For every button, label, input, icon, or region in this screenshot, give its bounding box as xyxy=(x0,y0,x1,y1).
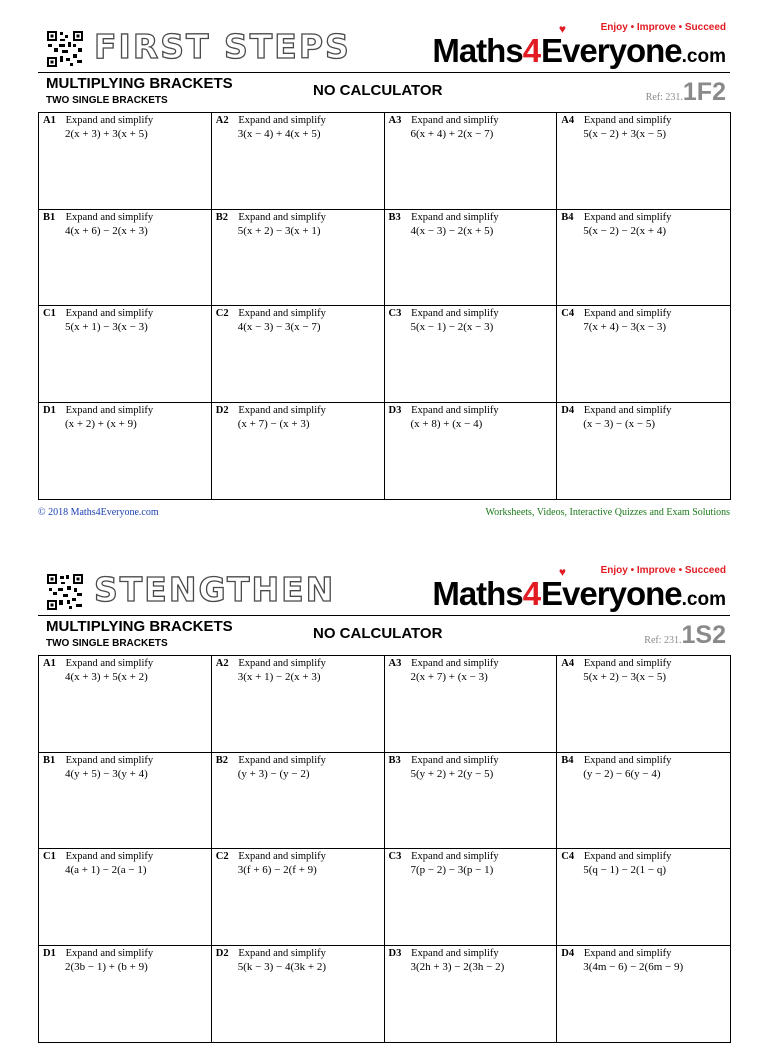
heart-icon: ♥ xyxy=(558,565,566,579)
question-instruction: Expand and simplify xyxy=(411,115,499,126)
question-label: D3 xyxy=(388,947,402,959)
question-cell xyxy=(212,849,385,946)
question-expression: 5(q − 1) − 2(1 − q) xyxy=(583,864,667,876)
question-label: D1 xyxy=(43,947,56,959)
question-instruction: Expand and simplify xyxy=(238,308,326,319)
question-label: A1 xyxy=(43,115,56,126)
copyright-link[interactable]: © 2018 Maths4Everyone.com xyxy=(38,507,159,518)
brand-logo[interactable] xyxy=(432,22,726,69)
level-title: STENGTHEN xyxy=(94,570,336,609)
question-cell xyxy=(39,656,212,753)
question-label: D3 xyxy=(388,404,402,416)
question-label: C2 xyxy=(215,851,229,862)
question-label: A2 xyxy=(215,658,229,669)
question-cell xyxy=(39,113,212,210)
ref-prefix: Ref: 231. xyxy=(644,635,682,646)
question-label: D4 xyxy=(561,404,575,416)
question-expression: 3(4m − 6) − 2(6m − 9) xyxy=(583,960,684,973)
question-cell xyxy=(557,113,730,210)
question-grid xyxy=(38,655,731,1043)
question-label: C3 xyxy=(388,308,402,319)
question-cell xyxy=(212,113,385,210)
question-cell xyxy=(39,849,212,946)
question-expression: 7(p − 2) − 3(p − 1) xyxy=(410,864,494,876)
question-expression: 3(x − 4) + 4(x + 5) xyxy=(237,128,321,140)
question-cell xyxy=(385,849,558,946)
question-instruction: Expand and simplify xyxy=(411,211,499,223)
question-instruction: Expand and simplify xyxy=(65,851,154,862)
question-expression: 5(x − 2) + 3(x − 5) xyxy=(583,128,667,140)
question-expression: (x − 3) − (x − 5) xyxy=(583,417,656,430)
question-expression: 7(x + 4) − 3(x − 3) xyxy=(583,321,667,333)
question-instruction: Expand and simplify xyxy=(65,754,154,766)
question-expression: (x + 7) − (x + 3) xyxy=(237,417,310,430)
question-instruction: Expand and simplify xyxy=(238,947,326,959)
question-cell xyxy=(212,946,385,1043)
question-instruction: Expand and simplify xyxy=(238,851,326,862)
level-title: FIRST STEPS xyxy=(94,27,351,66)
header-divider xyxy=(38,615,730,616)
question-expression: 3(x + 1) − 2(x + 3) xyxy=(237,671,321,683)
question-expression: 4(x + 3) + 5(x + 2) xyxy=(65,671,148,683)
question-expression: 5(x + 2) − 3(x + 1) xyxy=(237,224,321,237)
question-expression: 4(a + 1) − 2(a − 1) xyxy=(65,864,147,876)
question-expression: 2(x + 3) + 3(x + 5) xyxy=(65,128,148,140)
no-calculator-label: NO CALCULATOR xyxy=(313,82,443,99)
logo-four: 4 xyxy=(522,32,542,69)
question-instruction: Expand and simplify xyxy=(411,308,499,319)
question-expression: 3(2h + 3) − 2(3h − 2) xyxy=(410,960,505,973)
question-label: D2 xyxy=(215,947,229,959)
question-label: B1 xyxy=(43,211,56,223)
question-label: A3 xyxy=(388,658,402,669)
question-cell xyxy=(385,753,558,850)
brand-tagline: Enjoy • Improve • Succeed xyxy=(600,22,726,33)
question-label: A3 xyxy=(388,115,402,126)
question-expression: (y + 3) − (y − 2) xyxy=(237,767,310,780)
question-cell xyxy=(557,403,730,500)
question-cell xyxy=(39,306,212,403)
question-label: B3 xyxy=(388,211,401,223)
question-grid xyxy=(38,112,731,500)
question-cell xyxy=(39,210,212,307)
logo-text xyxy=(432,577,726,610)
question-expression: 5(x + 2) − 3(x − 5) xyxy=(583,671,667,683)
question-cell xyxy=(557,656,730,753)
question-cell xyxy=(557,753,730,850)
question-cell xyxy=(212,656,385,753)
topic-title: MULTIPLYING BRACKETS xyxy=(46,75,233,92)
logo-everyone: Everyone xyxy=(541,32,682,69)
question-instruction: Expand and simplify xyxy=(411,404,499,416)
ref-code: 1F2 xyxy=(682,78,726,106)
question-label: A4 xyxy=(561,115,575,126)
ref-prefix: Ref: 231. xyxy=(645,92,683,103)
question-expression: 5(k − 3) − 4(3k + 2) xyxy=(237,960,327,973)
question-cell xyxy=(385,113,558,210)
logo-text xyxy=(432,34,726,67)
question-cell xyxy=(39,946,212,1043)
question-cell xyxy=(557,849,730,946)
resources-link[interactable]: Worksheets, Videos, Interactive Quizzes and Exam Solutions xyxy=(485,507,730,518)
question-expression: 4(x + 6) − 2(x + 3) xyxy=(65,224,148,237)
qr-code-icon[interactable] xyxy=(46,573,84,611)
question-instruction: Expand and simplify xyxy=(65,658,154,669)
brand-logo[interactable] xyxy=(432,565,726,612)
question-instruction: Expand and simplify xyxy=(411,754,499,766)
question-label: B4 xyxy=(561,211,574,223)
question-expression: 5(x + 1) − 3(x − 3) xyxy=(65,321,148,333)
question-instruction: Expand and simplify xyxy=(411,658,499,669)
logo-com: .com xyxy=(681,46,726,67)
subtopic-title: TWO SINGLE BRACKETS xyxy=(46,638,168,649)
logo-everyone: Everyone xyxy=(541,575,682,612)
question-label: C4 xyxy=(561,308,575,319)
question-instruction: Expand and simplify xyxy=(65,404,154,416)
reference-code xyxy=(646,78,726,107)
question-expression: (x + 8) + (x − 4) xyxy=(410,417,483,430)
no-calculator-label: NO CALCULATOR xyxy=(313,625,443,642)
question-instruction: Expand and simplify xyxy=(583,404,672,416)
question-expression: 6(x + 4) + 2(x − 7) xyxy=(410,128,494,140)
question-cell xyxy=(385,946,558,1043)
question-instruction: Expand and simplify xyxy=(583,115,672,126)
logo-com: .com xyxy=(681,589,726,610)
topic-title: MULTIPLYING BRACKETS xyxy=(46,618,233,635)
question-instruction: Expand and simplify xyxy=(583,211,672,223)
question-instruction: Expand and simplify xyxy=(411,851,499,862)
brand-tagline: Enjoy • Improve • Succeed xyxy=(600,565,726,576)
heart-icon: ♥ xyxy=(558,22,566,36)
question-label: B1 xyxy=(43,754,56,766)
question-instruction: Expand and simplify xyxy=(583,947,672,959)
question-instruction: Expand and simplify xyxy=(583,851,672,862)
question-instruction: Expand and simplify xyxy=(411,947,499,959)
qr-code-icon[interactable] xyxy=(46,30,84,68)
question-expression: 3(f + 6) − 2(f + 9) xyxy=(237,864,317,876)
question-cell xyxy=(385,656,558,753)
question-label: A1 xyxy=(43,658,56,669)
question-label: D4 xyxy=(561,947,575,959)
question-expression: 5(y + 2) + 2(y − 5) xyxy=(410,767,494,780)
question-cell xyxy=(557,946,730,1043)
question-expression: (y − 2) − 6(y − 4) xyxy=(583,767,661,780)
question-cell xyxy=(39,753,212,850)
question-expression: (x + 2) + (x + 9) xyxy=(65,417,137,430)
question-label: A4 xyxy=(561,658,575,669)
question-cell xyxy=(557,306,730,403)
question-label: B3 xyxy=(388,754,401,766)
question-instruction: Expand and simplify xyxy=(238,404,326,416)
question-label: C1 xyxy=(43,308,56,319)
question-expression: 4(x − 3) − 2(x + 5) xyxy=(410,224,494,237)
question-label: B4 xyxy=(561,754,574,766)
question-instruction: Expand and simplify xyxy=(65,947,154,959)
question-cell xyxy=(385,306,558,403)
logo-four: 4 xyxy=(522,575,542,612)
question-cell xyxy=(212,306,385,403)
question-expression: 4(y + 5) − 3(y + 4) xyxy=(65,767,148,780)
question-instruction: Expand and simplify xyxy=(583,658,672,669)
question-label: C3 xyxy=(388,851,402,862)
question-cell xyxy=(385,210,558,307)
question-expression: 4(x − 3) − 3(x − 7) xyxy=(237,321,321,333)
question-instruction: Expand and simplify xyxy=(65,308,154,319)
reference-code xyxy=(644,621,726,650)
question-cell xyxy=(212,403,385,500)
question-label: D2 xyxy=(215,404,229,416)
question-label: A2 xyxy=(215,115,229,126)
question-label: D1 xyxy=(43,404,56,416)
question-label: C4 xyxy=(561,851,575,862)
question-instruction: Expand and simplify xyxy=(583,754,672,766)
question-cell xyxy=(212,753,385,850)
question-instruction: Expand and simplify xyxy=(238,211,326,223)
logo-maths: Maths xyxy=(432,575,523,612)
question-instruction: Expand and simplify xyxy=(238,754,326,766)
question-expression: 2(x + 7) + (x − 3) xyxy=(410,671,488,683)
question-expression: 2(3b − 1) + (b + 9) xyxy=(65,960,148,973)
question-instruction: Expand and simplify xyxy=(583,308,672,319)
question-instruction: Expand and simplify xyxy=(65,211,154,223)
question-cell xyxy=(212,210,385,307)
question-cell xyxy=(39,403,212,500)
header-divider xyxy=(38,72,730,73)
question-expression: 5(x − 1) − 2(x − 3) xyxy=(410,321,494,333)
question-instruction: Expand and simplify xyxy=(238,115,326,126)
logo-maths: Maths xyxy=(432,32,523,69)
question-instruction: Expand and simplify xyxy=(65,115,154,126)
question-cell xyxy=(385,403,558,500)
question-instruction: Expand and simplify xyxy=(238,658,326,669)
question-cell xyxy=(557,210,730,307)
question-expression: 5(x − 2) − 2(x + 4) xyxy=(583,224,667,237)
ref-code: 1S2 xyxy=(681,621,726,649)
question-label: B2 xyxy=(215,211,229,223)
question-label: C2 xyxy=(215,308,229,319)
question-label: B2 xyxy=(215,754,229,766)
subtopic-title: TWO SINGLE BRACKETS xyxy=(46,95,168,106)
question-label: C1 xyxy=(43,851,56,862)
